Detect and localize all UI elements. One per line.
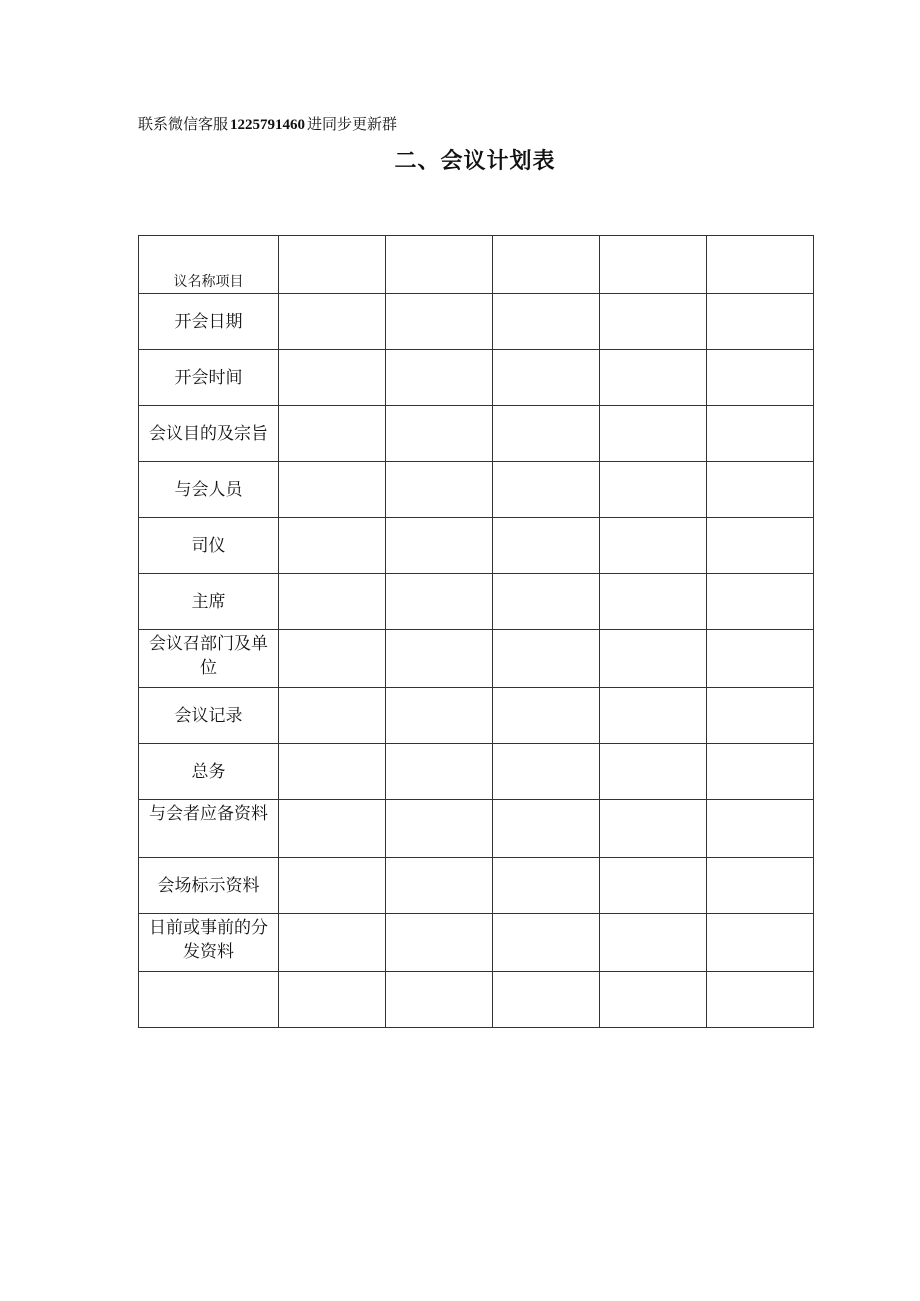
- table-cell[interactable]: [279, 350, 386, 406]
- contact-line: [138, 114, 397, 135]
- table-cell[interactable]: [600, 630, 707, 688]
- table-cell[interactable]: [386, 462, 493, 518]
- table-cell[interactable]: [707, 518, 814, 574]
- row-label: 与会人员: [139, 462, 279, 518]
- row-label: 会场标示资料: [139, 858, 279, 914]
- table-row: [139, 688, 814, 744]
- contact-prefix: 联系微信客服: [138, 115, 229, 133]
- table-cell[interactable]: [707, 914, 814, 972]
- table-cell[interactable]: [493, 972, 600, 1028]
- table-cell[interactable]: [386, 858, 493, 914]
- table-cell[interactable]: [279, 294, 386, 350]
- table-cell[interactable]: [386, 800, 493, 858]
- contact-number: 1225791460: [230, 117, 306, 133]
- table-cell[interactable]: [707, 462, 814, 518]
- table-cell[interactable]: [386, 518, 493, 574]
- row-label: 会议记录: [139, 688, 279, 744]
- table-cell[interactable]: [493, 518, 600, 574]
- table-cell[interactable]: [707, 350, 814, 406]
- table-cell[interactable]: [600, 972, 707, 1028]
- row-label: [139, 972, 279, 1028]
- table-cell[interactable]: [600, 858, 707, 914]
- table-row: [139, 406, 814, 462]
- table-cell[interactable]: [493, 294, 600, 350]
- table-row: [139, 350, 814, 406]
- table-cell[interactable]: [493, 800, 600, 858]
- table-cell[interactable]: [600, 350, 707, 406]
- table-cell[interactable]: [279, 800, 386, 858]
- table-cell[interactable]: [279, 406, 386, 462]
- table-cell[interactable]: [600, 688, 707, 744]
- table-cell[interactable]: [493, 858, 600, 914]
- corner-label: 议名称项目: [139, 236, 279, 294]
- table-cell[interactable]: [600, 914, 707, 972]
- table-cell[interactable]: [600, 462, 707, 518]
- row-label: 与会者应备资料: [139, 800, 279, 858]
- table-cell[interactable]: [600, 574, 707, 630]
- table-cell[interactable]: [600, 294, 707, 350]
- table-cell[interactable]: [707, 744, 814, 800]
- table-row: [139, 294, 814, 350]
- table-cell[interactable]: [279, 744, 386, 800]
- row-label: 会议目的及宗旨: [139, 406, 279, 462]
- table-row: [139, 858, 814, 914]
- table-row: [139, 800, 814, 858]
- table-cell[interactable]: [279, 518, 386, 574]
- table-cell[interactable]: [707, 294, 814, 350]
- table-cell[interactable]: [386, 574, 493, 630]
- contact-suffix: 进同步更新群: [307, 115, 398, 133]
- table-row: [139, 972, 814, 1028]
- table-cell[interactable]: [600, 800, 707, 858]
- table-cell[interactable]: [600, 744, 707, 800]
- row-label: 日前或事前的分发资料: [139, 914, 279, 972]
- table-row: [139, 574, 814, 630]
- meeting-name-cell[interactable]: [707, 236, 814, 294]
- meeting-name-cell[interactable]: [279, 236, 386, 294]
- table-cell[interactable]: [493, 688, 600, 744]
- table-cell[interactable]: [279, 462, 386, 518]
- table-cell[interactable]: [493, 914, 600, 972]
- meeting-name-cell[interactable]: [386, 236, 493, 294]
- table-cell[interactable]: [493, 630, 600, 688]
- row-label: 司仪: [139, 518, 279, 574]
- table-cell[interactable]: [493, 462, 600, 518]
- table-cell[interactable]: [386, 972, 493, 1028]
- table-cell[interactable]: [493, 350, 600, 406]
- table-cell[interactable]: [493, 406, 600, 462]
- table-cell[interactable]: [707, 688, 814, 744]
- meeting-plan-table: [138, 235, 814, 1028]
- table-row: [139, 518, 814, 574]
- table-cell[interactable]: [279, 574, 386, 630]
- table-cell[interactable]: [386, 688, 493, 744]
- table-cell[interactable]: [600, 518, 707, 574]
- page-title: 二、会议计划表: [394, 149, 556, 174]
- table-row: [139, 462, 814, 518]
- table-cell[interactable]: [279, 972, 386, 1028]
- row-label: 开会时间: [139, 350, 279, 406]
- table-cell[interactable]: [279, 630, 386, 688]
- meeting-name-cell[interactable]: [600, 236, 707, 294]
- table-cell[interactable]: [279, 688, 386, 744]
- table-cell[interactable]: [600, 406, 707, 462]
- table-cell[interactable]: [279, 858, 386, 914]
- table-cell[interactable]: [279, 914, 386, 972]
- table-cell[interactable]: [386, 914, 493, 972]
- table-cell[interactable]: [386, 294, 493, 350]
- table-cell[interactable]: [707, 630, 814, 688]
- row-label: 主席: [139, 574, 279, 630]
- table-row: [139, 914, 814, 972]
- table-cell[interactable]: [707, 972, 814, 1028]
- table-row: [139, 630, 814, 688]
- table-cell[interactable]: [707, 574, 814, 630]
- table-cell[interactable]: [386, 406, 493, 462]
- table-cell[interactable]: [386, 630, 493, 688]
- row-label: 会议召部门及单位: [139, 630, 279, 688]
- table-cell[interactable]: [493, 744, 600, 800]
- table-row: [139, 744, 814, 800]
- table-cell[interactable]: [386, 744, 493, 800]
- table-header-row: [139, 236, 814, 294]
- table-cell[interactable]: [707, 800, 814, 858]
- meeting-name-cell[interactable]: [493, 236, 600, 294]
- table-cell[interactable]: [493, 574, 600, 630]
- table-cell[interactable]: [386, 350, 493, 406]
- table-cell[interactable]: [707, 406, 814, 462]
- table-cell[interactable]: [707, 858, 814, 914]
- row-label: 开会日期: [139, 294, 279, 350]
- row-label: 总务: [139, 744, 279, 800]
